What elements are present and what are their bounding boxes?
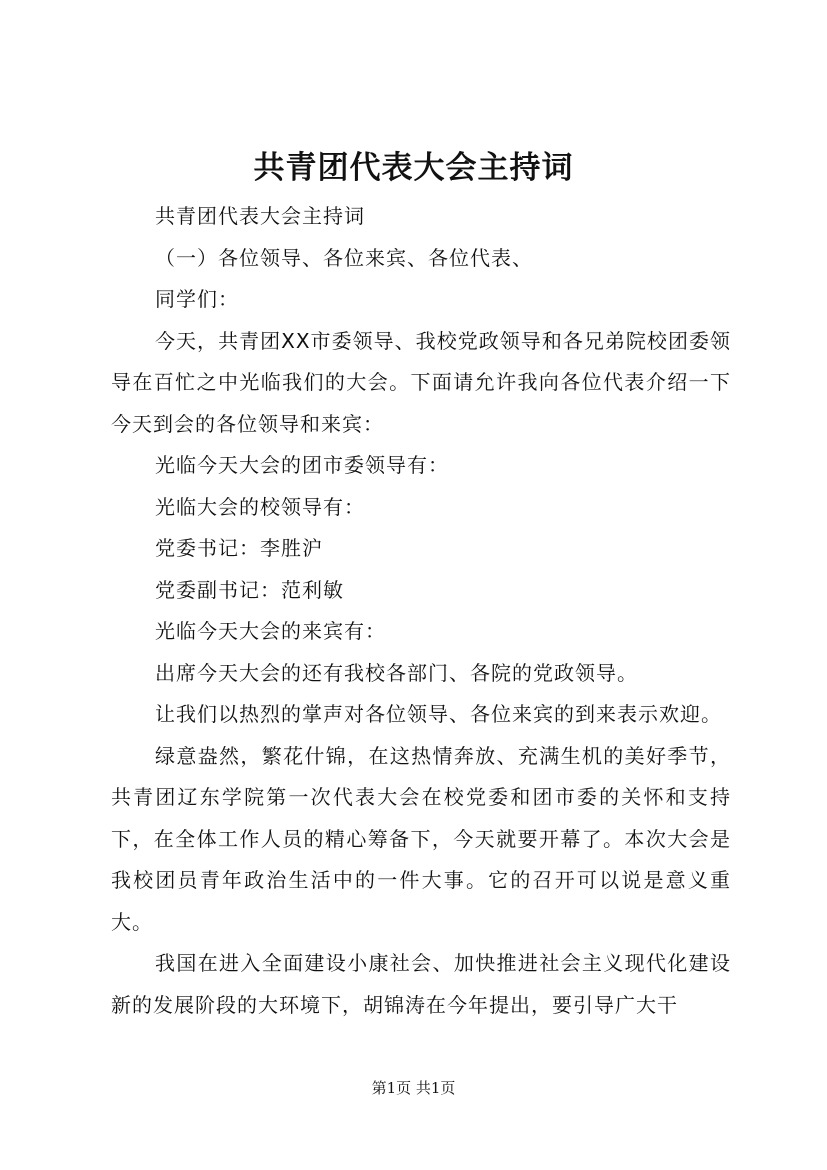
paragraph: 我国在进入全面建设小康社会、加快推进社会主义现代化建设新的发展阶段的大环境下，胡锦涛在今年提出，要引导广大干 bbox=[111, 951, 731, 1017]
paragraph: 让我们以热烈的掌声对各位领导、各位来宾的到来表示欢迎。 bbox=[155, 702, 722, 726]
page-number-footer: 第1页 共1页 bbox=[371, 1079, 456, 1097]
paragraph: 光临今天大会的团市委领导有： bbox=[155, 453, 449, 477]
document-title: 共青团代表大会主持词 bbox=[253, 150, 574, 186]
document-body bbox=[111, 196, 731, 1026]
paragraph: 共青团代表大会主持词 bbox=[155, 204, 365, 228]
paragraph: 绿意盎然，繁花什锦，在这热情奔放、充满生机的美好季节，共青团辽东学院第一次代表大会在校党委和团市委的关怀和支持下，在全体工作人员的精心筹备下，今天就要开幕了。本次大会是我校团员青年政治生活中的一件大事。它的召开可以说是意义重大。 bbox=[111, 743, 731, 934]
paragraph: 光临大会的校领导有： bbox=[155, 494, 365, 519]
paragraph: 今天，共青团XX市委领导、我校党政领导和各兄弟院校团委领导在百忙之中光临我们的大会。下面请允许我向各位代表介绍一下今天到会的各位领导和来宾： bbox=[111, 328, 731, 436]
paragraph: （一）各位领导、各位来宾、各位代表、 bbox=[155, 245, 533, 270]
paragraph: 党委书记：李胜沪 bbox=[155, 536, 323, 560]
paragraph: 党委副书记：范利敏 bbox=[155, 577, 344, 602]
paragraph: 同学们： bbox=[155, 287, 239, 311]
paragraph: 光临今天大会的来宾有： bbox=[155, 619, 386, 643]
paragraph: 出席今天大会的还有我校各部门、各院的党政领导。 bbox=[155, 660, 638, 685]
